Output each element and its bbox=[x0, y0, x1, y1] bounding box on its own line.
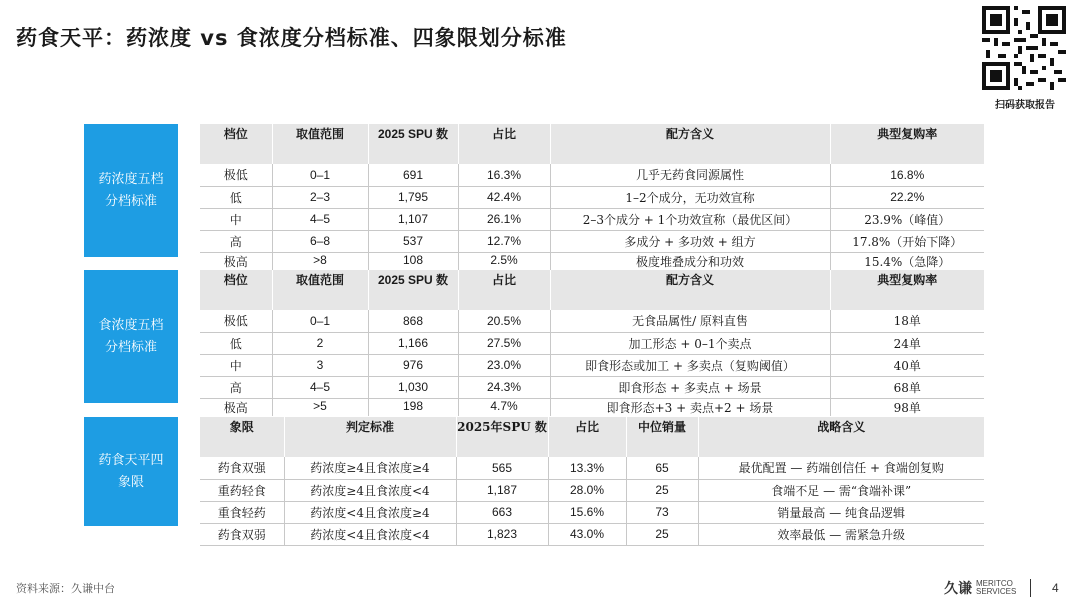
table-cell: 多成分 + 多功效 + 组方 bbox=[550, 230, 830, 252]
table-cell: 药浓度≥4且食浓度≥4 bbox=[284, 457, 456, 479]
table-cell: 高 bbox=[200, 376, 272, 398]
table-cell: 4.7% bbox=[458, 398, 550, 416]
table-cell: 销量最高 — 纯食品逻辑 bbox=[698, 501, 984, 523]
table-row bbox=[200, 252, 984, 270]
column-header: 占比 bbox=[548, 417, 626, 457]
table-cell: 药浓度<4且食浓度≥4 bbox=[284, 501, 456, 523]
table-cell: 3 bbox=[272, 354, 368, 376]
table-cell: 最优配置 — 药端创信任 + 食端创复购 bbox=[698, 457, 984, 479]
food-concentration-table bbox=[200, 270, 984, 416]
column-header: 象限 bbox=[200, 417, 284, 457]
table-cell: 4–5 bbox=[272, 208, 368, 230]
table-cell: 23.0% bbox=[458, 354, 550, 376]
column-header: 占比 bbox=[458, 124, 550, 164]
table-cell: 42.4% bbox=[458, 186, 550, 208]
table-cell: 几乎无药食同源属性 bbox=[550, 164, 830, 186]
source-note: 资料来源：久谦中台 bbox=[16, 582, 115, 595]
table-cell: 1,187 bbox=[456, 479, 548, 501]
table-cell: 药浓度<4且食浓度<4 bbox=[284, 523, 456, 545]
table-cell: 2.5% bbox=[458, 252, 550, 270]
table-cell: 药浓度≥4且食浓度<4 bbox=[284, 479, 456, 501]
column-header: 典型复购率 bbox=[830, 270, 984, 310]
table-cell: 976 bbox=[368, 354, 458, 376]
page-number: 4 bbox=[1052, 581, 1059, 595]
table-cell: 868 bbox=[368, 310, 458, 332]
company-logo bbox=[944, 578, 1031, 598]
table-row bbox=[200, 457, 984, 479]
table-cell: 低 bbox=[200, 332, 272, 354]
table-cell: 13.3% bbox=[548, 457, 626, 479]
table-cell: 无食品属性/ 原料直售 bbox=[550, 310, 830, 332]
table-cell: 食端不足 — 需“食端补课” bbox=[698, 479, 984, 501]
table-row bbox=[200, 332, 984, 354]
table-row bbox=[200, 354, 984, 376]
table-cell: 重食轻药 bbox=[200, 501, 284, 523]
table-row bbox=[200, 398, 984, 416]
column-header: 2025 SPU 数 bbox=[368, 270, 458, 310]
logo-text-en: MERITCO SERVICES bbox=[976, 579, 1017, 596]
table-cell: 药食双强 bbox=[200, 457, 284, 479]
column-header: 档位 bbox=[200, 124, 272, 164]
table-cell: 高 bbox=[200, 230, 272, 252]
table-cell: 2–3 bbox=[272, 186, 368, 208]
column-header: 配方含义 bbox=[550, 270, 830, 310]
table-cell: 691 bbox=[368, 164, 458, 186]
drug-concentration-table bbox=[200, 124, 984, 270]
table-cell: 即食形态或加工 + 多卖点（复购阈值） bbox=[550, 354, 830, 376]
table-cell: 中 bbox=[200, 208, 272, 230]
table-cell: 2 bbox=[272, 332, 368, 354]
table-cell: 0–1 bbox=[272, 310, 368, 332]
table-cell: 15.4%（急降） bbox=[864, 254, 951, 269]
table-row bbox=[200, 164, 984, 186]
table-row bbox=[200, 186, 984, 208]
table-cell: 15.6% bbox=[548, 501, 626, 523]
table-cell: 中 bbox=[200, 354, 272, 376]
table-cell: 极高 bbox=[200, 398, 272, 416]
section-label-food: 食浓度五档分档标准 bbox=[84, 270, 178, 403]
table-cell: 即食形态+3 + 卖点+2 + 场景 bbox=[550, 398, 830, 416]
table-row bbox=[200, 479, 984, 501]
section-label-quadrant: 药食天平四象限 bbox=[84, 417, 178, 526]
column-header: 中位销量 bbox=[626, 417, 698, 457]
table-cell: >8 bbox=[272, 252, 368, 270]
table-cell: 极低 bbox=[200, 310, 272, 332]
table-cell: 药食双弱 bbox=[200, 523, 284, 545]
table-cell: 27.5% bbox=[458, 332, 550, 354]
table-cell: 18单 bbox=[830, 310, 984, 332]
table-cell: 重药轻食 bbox=[200, 479, 284, 501]
column-header: 典型复购率 bbox=[830, 124, 984, 164]
column-header: 取值范围 bbox=[272, 270, 368, 310]
table-cell: 26.1% bbox=[458, 208, 550, 230]
page-title: 药食天平：药浓度 vs 食浓度分档标准、四象限划分标准 bbox=[16, 26, 567, 50]
table-cell: 43.0% bbox=[548, 523, 626, 545]
table-cell: 16.3% bbox=[458, 164, 550, 186]
table-cell: 低 bbox=[200, 186, 272, 208]
table-cell: 537 bbox=[368, 230, 458, 252]
table-cell: 17.8%（开始下降） bbox=[830, 230, 984, 252]
table-cell: >5 bbox=[272, 398, 368, 416]
logo-divider bbox=[1030, 579, 1031, 597]
table-cell: 1,030 bbox=[368, 376, 458, 398]
table-cell: 23.9%（峰值） bbox=[830, 208, 984, 230]
table-cell: 6–8 bbox=[272, 230, 368, 252]
logo-text-cn: 久谦 bbox=[944, 581, 972, 597]
table-cell: 20.5% bbox=[458, 310, 550, 332]
table-cell: 1–2个成分，无功效宣称 bbox=[550, 186, 830, 208]
column-header: 2025年SPU 数 bbox=[456, 417, 548, 457]
table-row bbox=[200, 230, 984, 252]
column-header: 档位 bbox=[200, 270, 272, 310]
table-cell: 663 bbox=[456, 501, 548, 523]
table-cell: 极低 bbox=[200, 164, 272, 186]
table-cell: 25 bbox=[626, 479, 698, 501]
table-cell: 40单 bbox=[830, 354, 984, 376]
table-row bbox=[200, 376, 984, 398]
table-header-row bbox=[200, 270, 984, 310]
table-cell: 108 bbox=[368, 252, 458, 270]
table-header-row bbox=[200, 124, 984, 164]
table-row bbox=[200, 208, 984, 230]
table-cell: 24.3% bbox=[458, 376, 550, 398]
section-label-drug: 药浓度五档分档标准 bbox=[84, 124, 178, 257]
table-cell: 1,795 bbox=[368, 186, 458, 208]
table-cell: 68单 bbox=[830, 376, 984, 398]
table-cell: 极度堆叠成分和功效 bbox=[550, 252, 830, 270]
column-header: 占比 bbox=[458, 270, 550, 310]
column-header: 战略含义 bbox=[698, 417, 984, 457]
table-cell: 4–5 bbox=[272, 376, 368, 398]
table-header-row bbox=[200, 417, 984, 457]
table-cell: 16.8% bbox=[830, 164, 984, 186]
column-header: 配方含义 bbox=[550, 124, 830, 164]
table-cell: 28.0% bbox=[548, 479, 626, 501]
table-cell: 加工形态 + 0–1个卖点 bbox=[550, 332, 830, 354]
table-cell: 198 bbox=[368, 398, 458, 416]
table-cell: 24单 bbox=[830, 332, 984, 354]
table-cell: 效率最低 — 需紧急升级 bbox=[698, 523, 984, 545]
table-cell: 565 bbox=[456, 457, 548, 479]
column-header: 判定标准 bbox=[284, 417, 456, 457]
table-row bbox=[200, 523, 984, 545]
table-row bbox=[200, 501, 984, 523]
qr-caption: 扫码获取报告 bbox=[995, 100, 1055, 111]
table-cell: 极高 bbox=[200, 252, 272, 270]
table-cell: 22.2% bbox=[830, 186, 984, 208]
table-cell: 1,107 bbox=[368, 208, 458, 230]
quadrant-table bbox=[200, 417, 984, 546]
table-cell: 25 bbox=[626, 523, 698, 545]
table-cell: 12.7% bbox=[458, 230, 550, 252]
table-cell: 即食形态 + 多卖点 + 场景 bbox=[550, 376, 830, 398]
qr-code-icon bbox=[982, 6, 1066, 90]
table-cell: 0–1 bbox=[272, 164, 368, 186]
table-cell: 98单 bbox=[893, 400, 921, 415]
table-cell: 1,166 bbox=[368, 332, 458, 354]
column-header: 2025 SPU 数 bbox=[368, 124, 458, 164]
table-cell: 65 bbox=[626, 457, 698, 479]
table-cell: 2–3个成分 + 1个功效宣称（最优区间） bbox=[550, 208, 830, 230]
table-cell: 73 bbox=[626, 501, 698, 523]
table-cell: 1,823 bbox=[456, 523, 548, 545]
table-row bbox=[200, 310, 984, 332]
column-header: 取值范围 bbox=[272, 124, 368, 164]
